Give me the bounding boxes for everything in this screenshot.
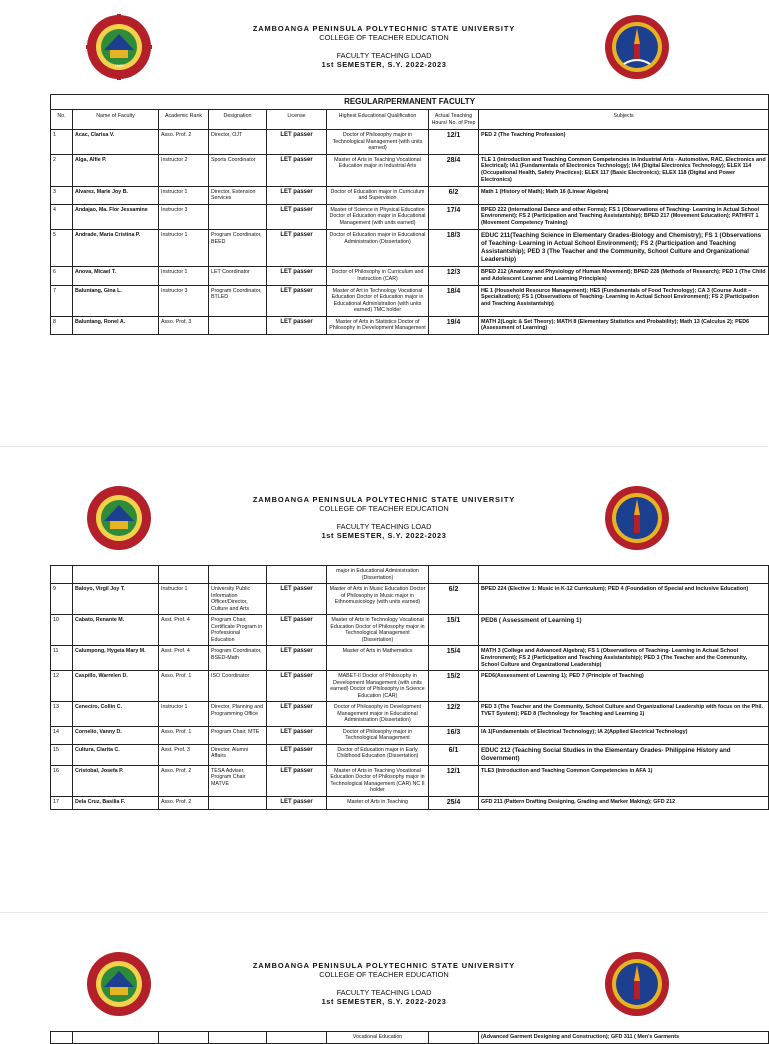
- cell-no: 7: [51, 285, 73, 316]
- page-header: [0, 943, 768, 1031]
- table-row: [51, 702, 769, 727]
- cell-designation: [209, 316, 267, 335]
- cell-license: LET passer: [267, 615, 327, 646]
- cell-license: LET passer: [267, 726, 327, 744]
- cell-load: 6/2: [429, 584, 479, 615]
- table-row: [51, 796, 769, 809]
- cell-rank: Asso. Prof. 2: [159, 765, 209, 796]
- cell-qualification: Doctor of Education major in Educational Administration (Dissertation): [327, 230, 429, 267]
- cell-qualification: Doctor of Philosophy in Curriculum and Instruction (CAR): [327, 267, 429, 286]
- cell-license: LET passer: [267, 584, 327, 615]
- cell-subjects: PED 2 (The Teaching Profession): [479, 130, 769, 155]
- cell-no: 14: [51, 726, 73, 744]
- cell-name: Ceneciro, Collin C.: [73, 702, 159, 727]
- cell-license: LET passer: [267, 671, 327, 702]
- cell-qualification: Master of Science in Physical Education Doctor of Education major in Educational Management (with units earned): [327, 204, 429, 229]
- cell-rank: Instructor 2: [159, 154, 209, 186]
- cell-subjects: TLE3 (Introduction and Teaching Common Competencies in AFA 1): [479, 765, 769, 796]
- cell-designation: [209, 796, 267, 809]
- college-seal: [604, 485, 670, 551]
- document-title: FACULTY TEACHING LOAD: [336, 521, 432, 531]
- cell-name: Anova, Micael T.: [73, 267, 159, 286]
- cell-designation: Director, OJT: [209, 130, 267, 155]
- cell-designation: LET Coordinator: [209, 267, 267, 286]
- cell-license: LET passer: [267, 186, 327, 204]
- cell-no: 11: [51, 646, 73, 671]
- cell-no: 13: [51, 702, 73, 727]
- table-row: [51, 186, 769, 204]
- table-row: [51, 204, 769, 229]
- document-page-3: [0, 912, 768, 1040]
- cell-load: 15/4: [429, 646, 479, 671]
- table-row: [51, 316, 769, 335]
- cell-no: 17: [51, 796, 73, 809]
- col-header-license: License: [267, 110, 327, 130]
- cell-license: LET passer: [267, 744, 327, 765]
- cell-designation: University Public Information Officer/Director, Culture and Arts: [209, 584, 267, 615]
- table-row: [51, 267, 769, 286]
- table-row: [51, 584, 769, 615]
- cell-subjects: PED6(Assessment of Learning 1); PED 7 (Principle of Teaching): [479, 671, 769, 702]
- cell-subjects: EDUC 212 (Teaching Social Studies in the Elementary Grades- Philippine History and Government): [479, 744, 769, 765]
- cell-name: Cabato, Renante M.: [73, 615, 159, 646]
- page-header: [0, 6, 768, 94]
- cell-rank: Instructor 1: [159, 584, 209, 615]
- university-logo: [86, 485, 152, 551]
- cell-rank: Asst. Prof. 4: [159, 615, 209, 646]
- table-row: [51, 285, 769, 316]
- cell-load: 15/1: [429, 615, 479, 646]
- cell-no: 3: [51, 186, 73, 204]
- cell-load: 28/4: [429, 154, 479, 186]
- cell-subjects: PED 3 (The Teacher and the Community, School Culture and Organizational Leadership with focus on the Phil. TVET System); PED 8 (Technology for Teaching and Learning 1): [479, 702, 769, 727]
- cell-no: 2: [51, 154, 73, 186]
- cell-license: LET passer: [267, 130, 327, 155]
- table-row: [51, 1032, 769, 1044]
- col-header-no: No.: [51, 110, 73, 130]
- cell-qualification: Doctor of Philosophy major in Technological Management (with units earned): [327, 130, 429, 155]
- cell-no: 15: [51, 744, 73, 765]
- cell-license: LET passer: [267, 230, 327, 267]
- cell-load: 6/1: [429, 744, 479, 765]
- cell-subjects: Math 1 (History of Math); Math 16 (Linear Algebra): [479, 186, 769, 204]
- cell-load: 17/4: [429, 204, 479, 229]
- cell-name: Alga, Alfie P.: [73, 154, 159, 186]
- cell-no: 8: [51, 316, 73, 335]
- cell-qualification: Master of Arts in Technology Vocational Education Doctor of Philosophy major in Technological Management (Dissertation): [327, 615, 429, 646]
- document-page-1: [0, 0, 768, 446]
- col-header-name: Name of Faculty: [73, 110, 159, 130]
- university-logo: [86, 14, 152, 80]
- cell-designation: Sports Coordinator: [209, 154, 267, 186]
- table-header-row: [51, 110, 769, 130]
- table-row: [51, 671, 769, 702]
- cell-license: LET passer: [267, 765, 327, 796]
- cell-license: LET passer: [267, 267, 327, 286]
- cell-name: Acac, Clarisa V.: [73, 130, 159, 155]
- cell-license: LET passer: [267, 316, 327, 335]
- cell-qualification: Vocational Education: [327, 1032, 429, 1044]
- cell-rank: Instructor 1: [159, 186, 209, 204]
- document-title: FACULTY TEACHING LOAD: [336, 987, 432, 997]
- cell-subjects: (Advanced Garment Designing and Construction); GFD 311 ( Men's Garments: [479, 1032, 769, 1044]
- cell-load: 18/4: [429, 285, 479, 316]
- cell-name: Cristobal, Josefa P.: [73, 765, 159, 796]
- cell-license: LET passer: [267, 204, 327, 229]
- cell-qualification: Master of Arts in Music Education Doctor of Philosophy in Music major in Ethnomusicology (with units earned): [327, 584, 429, 615]
- col-header-subjects: Subjects: [479, 110, 769, 130]
- cell-no: 10: [51, 615, 73, 646]
- page-header: [0, 477, 768, 565]
- cell-load: 12/1: [429, 765, 479, 796]
- semester-label: 1st SEMESTER, S.Y. 2022-2023: [321, 997, 447, 1007]
- cell-qualification: major in Educational Administration (Dissertation): [327, 566, 429, 584]
- cell-designation: Program Coordinator, BSED-Math: [209, 646, 267, 671]
- cell-license: LET passer: [267, 796, 327, 809]
- col-header-rank: Academic Rank: [159, 110, 209, 130]
- cell-qualification: Doctor of Philosophy in Development Management major in Educational Administration (Dissertation): [327, 702, 429, 727]
- cell-no: 16: [51, 765, 73, 796]
- cell-qualification: Master of Arts in Teaching: [327, 796, 429, 809]
- cell-no: 1: [51, 130, 73, 155]
- cell-subjects: MATH 2(Logic & Set Theory); MATH 8 (Elementary Statistics and Probability); Math 13 (Calculus 2); PED6 (Assessment of Learning): [479, 316, 769, 335]
- cell-rank: Asst. Prof. 3: [159, 744, 209, 765]
- faculty-load-table-continued: [50, 565, 769, 810]
- cell-designation: Director, Extension Services: [209, 186, 267, 204]
- cell-no: 5: [51, 230, 73, 267]
- cell-no: 12: [51, 671, 73, 702]
- cell-name: Cornelio, Vanny D.: [73, 726, 159, 744]
- cell-load: 18/3: [429, 230, 479, 267]
- college-seal: [604, 14, 670, 80]
- cell-subjects: MATH 3 (College and Advanced Algebra); FS 1 (Observations of Teaching- Learning in Actual School Environment); FS 2 (Participation and Teaching Assistantship); PED 3 (The Teacher and the Community, School Culture and Organizational Leadership): [479, 646, 769, 671]
- cell-name: Caspillo, Warrelen D.: [73, 671, 159, 702]
- cell-designation: Program Chair, MTE: [209, 726, 267, 744]
- faculty-load-table-page3: [50, 1031, 769, 1044]
- cell-name: Baluntang, Gina L.: [73, 285, 159, 316]
- cell-designation: Program Coordinator, BEED: [209, 230, 267, 267]
- cell-qualification: Doctor of Education major in Curriculum and Supervision: [327, 186, 429, 204]
- cell-rank: Asso. Prof. 2: [159, 130, 209, 155]
- cell-rank: Asso. Prof. 1: [159, 726, 209, 744]
- table-row: [51, 615, 769, 646]
- cell-rank: Asso. Prof. 1: [159, 671, 209, 702]
- university-name: ZAMBOANGA PENINSULA POLYTECHNIC STATE UNIVERSITY: [252, 24, 516, 33]
- cell-qualification: Master of Arts in Statistics Doctor of Philosophy in Development Management: [327, 316, 429, 335]
- university-logo: [86, 951, 152, 1017]
- cell-subjects: BPED 212 (Anatomy and Physiology of Human Movement); BPED 228 (Methods of Research); PED 1 (The Child and Adolescent Learner and Learning Principles): [479, 267, 769, 286]
- cell-subjects: BPED 224 (Elective 1: Music in K-12 Curriculum); PED 4 (Foundation of Special and Inclusive Education): [479, 584, 769, 615]
- university-name: ZAMBOANGA PENINSULA POLYTECHNIC STATE UNIVERSITY: [252, 961, 516, 970]
- college-name: COLLEGE OF TEACHER EDUCATION: [319, 504, 449, 514]
- logo-year: 1905: [114, 63, 124, 68]
- university-name: ZAMBOANGA PENINSULA POLYTECHNIC STATE UNIVERSITY: [252, 495, 516, 504]
- cell-name: Andrade, Maria Cristina P.: [73, 230, 159, 267]
- cell-designation: ISO Coordinator: [209, 671, 267, 702]
- semester-label: 1st SEMESTER, S.Y. 2022-2023: [321, 531, 447, 541]
- cell-name: Cultura, Clarita C.: [73, 744, 159, 765]
- cell-license: LET passer: [267, 154, 327, 186]
- cell-name: Dela Cruz, Basilia F.: [73, 796, 159, 809]
- col-header-designation: Designation: [209, 110, 267, 130]
- cell-qualification: Master of Arts in Teaching Vocational Education major in Industrial Arts: [327, 154, 429, 186]
- cell-load: 12/2: [429, 702, 479, 727]
- cell-load: 19/4: [429, 316, 479, 335]
- cell-qualification: Doctor of Education major in Early Childhood Education (Dissertation): [327, 744, 429, 765]
- cell-name: Alvarez, Marie Joy B.: [73, 186, 159, 204]
- cell-rank: Asso. Prof. 3: [159, 316, 209, 335]
- cell-no: 9: [51, 584, 73, 615]
- table-row: [51, 765, 769, 796]
- cell-name: Baloyo, Virgil Joy T.: [73, 584, 159, 615]
- cell-qualification: Master of Art in Technology Vocational Education Doctor of Education major in Educational Administration (with units earned) TMC holder: [327, 285, 429, 316]
- cell-subjects: HE 1 (Household Resource Management); HE5 (Fundamentals of Food Technology); CA 3 (Course Audit – Specialization); FS 1 (Observations of Teaching- Learning in Actual School Environment); FS 2 (Participation and Teaching Assistantship): [479, 285, 769, 316]
- cell-rank: Asso. Prof. 2: [159, 796, 209, 809]
- cell-load: 12/3: [429, 267, 479, 286]
- table-row: [51, 744, 769, 765]
- document-page-2: [0, 446, 768, 912]
- cell-designation: Director, Alumni Affairs: [209, 744, 267, 765]
- cell-name: Calumpong, Hygeia Mary M.: [73, 646, 159, 671]
- cell-license: LET passer: [267, 702, 327, 727]
- cell-subjects: GFD 211 (Pattern Drafting Designing, Grading and Marker Making); GFD 212: [479, 796, 769, 809]
- cell-rank: Instructor 1: [159, 230, 209, 267]
- cell-rank: Instructor 3: [159, 204, 209, 229]
- cell-subjects: EDUC 211(Teaching Science in Elementary Grades-Biology and Chemistry); FS 1 (Observations of Teaching- Learning in Actual School Environment); FS 2 (Participation and Teaching Assistantship); PED 3 (The Teacher and the Community, School Culture and Organizational Leadership): [479, 230, 769, 267]
- table-row: [51, 130, 769, 155]
- semester-label: 1st SEMESTER, S.Y. 2022-2023: [321, 60, 447, 70]
- table-row: [51, 230, 769, 267]
- cell-rank: Instructor 1: [159, 267, 209, 286]
- cell-rank: Asst. Prof. 4: [159, 646, 209, 671]
- table-row: [51, 154, 769, 186]
- cell-load: 16/3: [429, 726, 479, 744]
- cell-designation: Program Chair, Certificate Program in Professional Education: [209, 615, 267, 646]
- cell-no: 4: [51, 204, 73, 229]
- cell-qualification: Master of Arts in Mathematics: [327, 646, 429, 671]
- cell-designation: [209, 204, 267, 229]
- college-seal: [604, 951, 670, 1017]
- cell-load: 15/2: [429, 671, 479, 702]
- cell-qualification: Master of Arts in Teaching Vocational Education Doctor of Philosophy major in Technological Management (CAR) NC II holder: [327, 765, 429, 796]
- cell-license: LET passer: [267, 285, 327, 316]
- cell-designation: Program Coordinator, BTLED: [209, 285, 267, 316]
- cell-name: Baluntang, Ronel A.: [73, 316, 159, 335]
- cell-rank: Instructor 3: [159, 285, 209, 316]
- cell-load: 6/2: [429, 186, 479, 204]
- continuation-row: [51, 566, 769, 584]
- cell-no: 6: [51, 267, 73, 286]
- cell-license: LET passer: [267, 646, 327, 671]
- col-header-qualification: Highest Educational Qualification: [327, 110, 429, 130]
- cell-qualification: Doctor of Philosophy major in Technological Management: [327, 726, 429, 744]
- table-row: [51, 646, 769, 671]
- cell-designation: TESA Adviser, Program Chair MATVE: [209, 765, 267, 796]
- college-name: COLLEGE OF TEACHER EDUCATION: [319, 970, 449, 980]
- cell-designation: Director, Planning and Programming Office: [209, 702, 267, 727]
- section-title: REGULAR/PERMANENT FACULTY: [51, 95, 769, 110]
- cell-subjects: IA 1(Fundamentals of Electrical Technology); IA 2(Applied Electrical Technology): [479, 726, 769, 744]
- cell-subjects: PED6 ( Assessment of Learning 1): [479, 615, 769, 646]
- cell-load: 12/1: [429, 130, 479, 155]
- cell-load: 25/4: [429, 796, 479, 809]
- col-header-load: Actual Teaching Hours/ No. of Prep: [429, 110, 479, 130]
- cell-rank: Instructor 1: [159, 702, 209, 727]
- document-title: FACULTY TEACHING LOAD: [336, 50, 432, 60]
- faculty-load-table: [50, 94, 769, 335]
- cell-subjects: TLE 1 (Introduction and Teaching Common Competencies in Industrial Arts - Automotive, RAC, Electronics and Electrical); IA1 (Fundamentals of Electronics Technology); IA4 (Digital Electronics Technology); ELEX 114 (Occupational Health, Safety Practices); ELEX 117 (Basic Electronics); ELEX 118 (Digital and Power Electronics): [479, 154, 769, 186]
- cell-name: Andajao, Ma. Flor Jessamine: [73, 204, 159, 229]
- table-row: [51, 726, 769, 744]
- cell-qualification: MABET-II Doctor of Philosophy in Development Management (with units earned) Doctor of Philosophy in Science Education (CAR): [327, 671, 429, 702]
- college-name: COLLEGE OF TEACHER EDUCATION: [319, 33, 449, 43]
- cell-subjects: BPED 222 (International Dance and other Forms); FS 1 (Observations of Teaching- Learning in Actual School Environment); FS 2 (Participation and Teaching Assistantship); BPED 217 (Movement Education); PATHFIT 1 (Movement Competency Training): [479, 204, 769, 229]
